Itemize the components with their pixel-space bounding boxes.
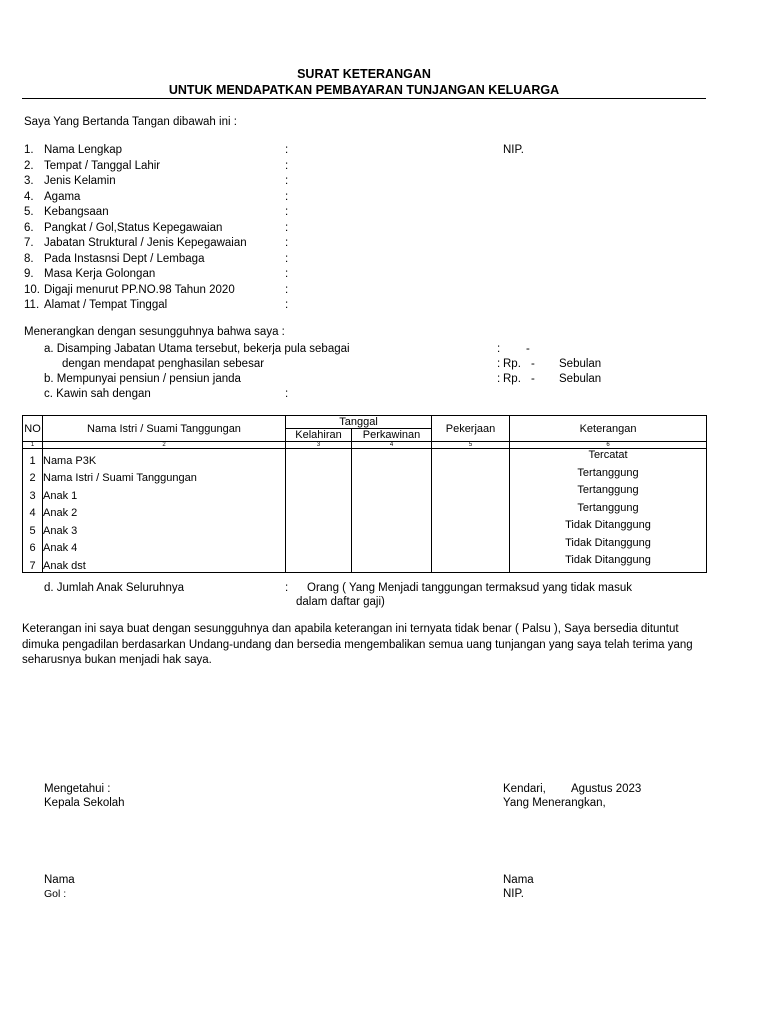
column-index: 2 bbox=[43, 442, 286, 449]
row-kelahiran bbox=[286, 467, 352, 485]
header-perkawinan: Perkawinan bbox=[352, 429, 432, 442]
row-perkawinan bbox=[352, 537, 432, 555]
row-pekerjaan bbox=[432, 502, 510, 520]
row-pekerjaan bbox=[432, 537, 510, 555]
table-row bbox=[23, 502, 707, 520]
row-name: Anak 2 bbox=[43, 502, 286, 520]
field-label: Nama Lengkap bbox=[44, 144, 122, 156]
sign-right-place: Kendari, bbox=[503, 783, 546, 795]
document-title: SURAT KETERANGAN bbox=[297, 67, 431, 81]
declaration-a-line2-rp: Rp. bbox=[503, 358, 521, 370]
children-count-colon: : bbox=[285, 582, 289, 594]
declaration-a-line1-colon: : bbox=[497, 343, 501, 355]
sign-right-line2: Yang Menerangkan, bbox=[503, 797, 606, 809]
row-no: 3 bbox=[23, 484, 43, 502]
column-index: 3 bbox=[286, 442, 352, 449]
row-keterangan: Tidak Ditanggung bbox=[510, 537, 707, 555]
statement-paragraph: Keterangan ini saya buat dengan sesungguhnya dan apabila keterangan ini ternyata tidak benar ( Palsu ), Saya bersedia dituntut dimuka pengadilan berdasarkan Undang-undang dan bersedia mengembalikan semua uang tunjangan yang saya telah terima yang seharusnya bukan menjadi hak saya. bbox=[22, 623, 693, 666]
row-keterangan: Tidak Ditanggung bbox=[510, 554, 707, 572]
row-pekerjaan bbox=[432, 519, 510, 537]
column-index-row bbox=[23, 442, 707, 449]
row-perkawinan bbox=[352, 502, 432, 520]
sign-right-id: NIP. bbox=[503, 888, 524, 900]
row-no: 6 bbox=[23, 537, 43, 555]
declaration-heading: Menerangkan dengan sesungguhnya bahwa saya : bbox=[24, 326, 285, 338]
row-pekerjaan bbox=[432, 554, 510, 572]
field-label: Kebangsaan bbox=[44, 206, 109, 218]
row-kelahiran bbox=[286, 537, 352, 555]
row-keterangan: Tercatat bbox=[510, 449, 707, 467]
row-perkawinan bbox=[352, 449, 432, 467]
field-colon: : bbox=[285, 283, 289, 296]
sign-left-id: Gol : bbox=[44, 888, 67, 900]
field-colon: : bbox=[285, 237, 289, 249]
field-colon: : bbox=[285, 144, 289, 156]
field-label: Tempat / Tanggal Lahir bbox=[44, 159, 161, 172]
field-colon: : bbox=[285, 206, 289, 218]
row-pekerjaan bbox=[432, 467, 510, 485]
row-perkawinan bbox=[352, 519, 432, 537]
header-keterangan: Keterangan bbox=[510, 416, 707, 442]
family-table bbox=[22, 415, 707, 573]
table-row bbox=[23, 467, 707, 485]
table-row bbox=[23, 537, 707, 555]
field-number: 9. bbox=[24, 268, 34, 280]
column-index: 6 bbox=[510, 442, 707, 449]
row-pekerjaan bbox=[432, 449, 510, 467]
children-count-line1: Orang ( Yang Menjadi tanggungan termaksud yang tidak masuk bbox=[307, 582, 632, 594]
declaration-b-line: b. Mempunyai pensiun / pensiun janda bbox=[44, 373, 241, 385]
row-name: Anak 1 bbox=[43, 484, 286, 502]
row-name: Anak 4 bbox=[43, 537, 286, 555]
row-keterangan: Tertanggung bbox=[510, 467, 707, 485]
declaration-a-line2-period: Sebulan bbox=[559, 358, 602, 370]
header-pekerjaan: Pekerjaan bbox=[432, 416, 510, 442]
sign-left-line1: Mengetahui : bbox=[44, 783, 111, 795]
row-name: Anak 3 bbox=[43, 519, 286, 537]
declaration-a-line1: a. Disamping Jabatan Utama tersebut, bekerja pula sebagai bbox=[44, 343, 350, 355]
row-keterangan: Tidak Ditanggung bbox=[510, 519, 707, 537]
declaration-a-line2: dengan mendapat penghasilan sebesar bbox=[62, 358, 265, 370]
table-row bbox=[23, 484, 707, 502]
declaration-a-line2-colon: : bbox=[497, 358, 501, 370]
field-colon: : bbox=[285, 268, 289, 280]
row-no: 2 bbox=[23, 467, 43, 485]
header-divider bbox=[22, 98, 706, 99]
field-label: Agama bbox=[44, 190, 81, 203]
header-name: Nama Istri / Suami Tanggungan bbox=[43, 416, 286, 442]
field-number: 4. bbox=[24, 190, 34, 203]
row-no: 4 bbox=[23, 502, 43, 520]
children-count-line2: dalam daftar gaji) bbox=[296, 596, 385, 608]
field-number: 1. bbox=[24, 144, 34, 156]
column-index: 5 bbox=[432, 442, 510, 449]
row-no: 1 bbox=[23, 449, 43, 467]
field-number: 6. bbox=[24, 221, 34, 234]
field-label: Jenis Kelamin bbox=[44, 175, 116, 187]
row-no: 7 bbox=[23, 554, 43, 572]
sign-left-name: Nama bbox=[44, 874, 75, 886]
field-colon: : bbox=[285, 159, 289, 172]
row-perkawinan bbox=[352, 484, 432, 502]
field-number: 5. bbox=[24, 206, 34, 218]
intro-text: Saya Yang Bertanda Tangan dibawah ini : bbox=[24, 116, 237, 128]
row-no: 5 bbox=[23, 519, 43, 537]
sign-right-date: Agustus 2023 bbox=[571, 783, 642, 795]
row-kelahiran bbox=[286, 554, 352, 572]
field-colon: : bbox=[285, 175, 289, 187]
declaration-a-line1-value: - bbox=[526, 343, 530, 355]
declaration-b-rp: Rp. bbox=[503, 373, 521, 385]
row-keterangan: Tertanggung bbox=[510, 484, 707, 502]
table-row bbox=[23, 554, 707, 572]
field-colon: : bbox=[285, 221, 289, 234]
row-keterangan: Tertanggung bbox=[510, 502, 707, 520]
table-row bbox=[23, 519, 707, 537]
row-name: Nama P3K bbox=[43, 449, 286, 467]
children-count-label: d. Jumlah Anak Seluruhnya bbox=[44, 582, 185, 594]
declaration-a-line2-value: - bbox=[531, 358, 535, 370]
row-pekerjaan bbox=[432, 484, 510, 502]
row-name: Anak dst bbox=[43, 554, 286, 572]
header-no: NO bbox=[23, 416, 43, 442]
row-perkawinan bbox=[352, 467, 432, 485]
nip-label: NIP. bbox=[503, 144, 524, 156]
sign-right-name: Nama bbox=[503, 874, 534, 886]
declaration-c-colon: : bbox=[285, 388, 289, 400]
field-number: 3. bbox=[24, 175, 34, 187]
row-kelahiran bbox=[286, 484, 352, 502]
row-perkawinan bbox=[352, 554, 432, 572]
field-number: 2. bbox=[24, 159, 34, 172]
field-label: Jabatan Struktural / Jenis Kepegawaian bbox=[44, 237, 247, 249]
column-index: 1 bbox=[23, 442, 43, 449]
field-colon: : bbox=[285, 299, 289, 311]
header-kelahiran: Kelahiran bbox=[286, 429, 352, 442]
sign-left-line2: Kepala Sekolah bbox=[44, 797, 125, 809]
field-number: 11. bbox=[24, 299, 40, 311]
declaration-b-colon: : bbox=[497, 373, 501, 385]
field-label: Masa Kerja Golongan bbox=[44, 268, 156, 280]
field-number: 10. bbox=[24, 283, 40, 296]
field-number: 7. bbox=[24, 237, 34, 249]
field-colon: : bbox=[285, 190, 289, 203]
document-subtitle: UNTUK MENDAPATKAN PEMBAYARAN TUNJANGAN KELUARGA bbox=[168, 83, 560, 97]
row-kelahiran bbox=[286, 519, 352, 537]
field-label: Pada Instasnsi Dept / Lembaga bbox=[44, 252, 205, 265]
field-colon: : bbox=[285, 252, 289, 265]
declaration-b-period: Sebulan bbox=[559, 373, 602, 385]
row-kelahiran bbox=[286, 449, 352, 467]
header-tanggal: Tanggal bbox=[286, 416, 432, 429]
declaration-b-value: - bbox=[531, 373, 535, 385]
field-label: Pangkat / Gol,Status Kepegawaian bbox=[44, 221, 223, 234]
declaration-c-line: c. Kawin sah dengan bbox=[44, 388, 151, 400]
column-index: 4 bbox=[352, 442, 432, 449]
row-name: Nama Istri / Suami Tanggungan bbox=[43, 467, 286, 485]
table-row bbox=[23, 449, 707, 467]
row-kelahiran bbox=[286, 502, 352, 520]
field-label: Alamat / Tempat Tinggal bbox=[44, 299, 168, 311]
field-number: 8. bbox=[24, 252, 34, 265]
field-label: Digaji menurut PP.NO.98 Tahun 2020 bbox=[44, 283, 235, 296]
